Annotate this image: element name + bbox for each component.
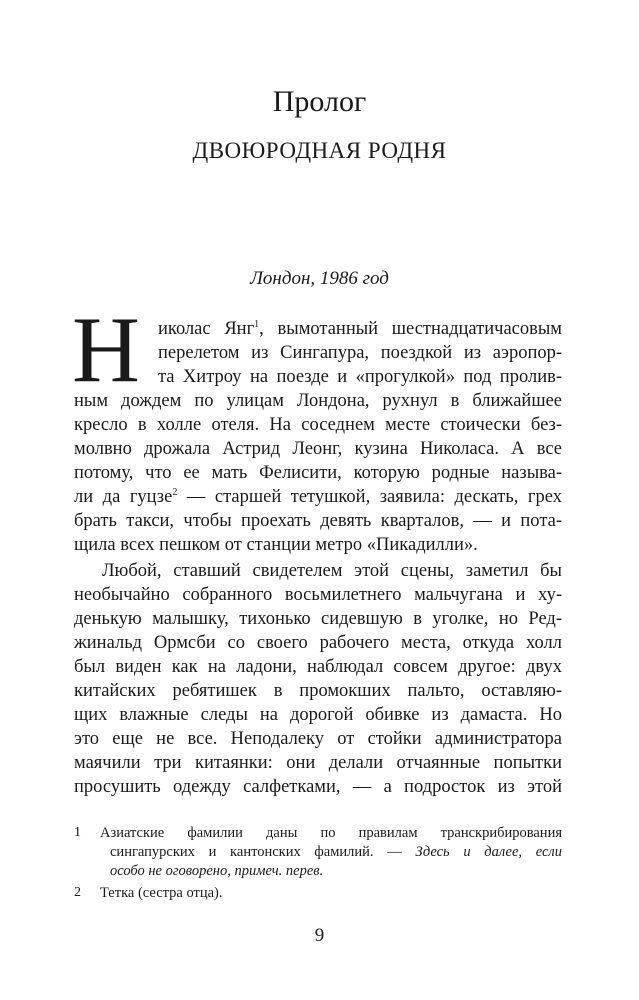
place-date-line: Лондон, 1986 год <box>250 268 389 289</box>
text-line: необычайно собранного восьмилетнего мальчугана и ху- <box>74 585 562 605</box>
text-line: перелетом из Сингапура, поездкой из аэропор- <box>158 343 562 363</box>
footnote-ref-2: 2 <box>172 487 178 498</box>
text-line: ли да гуцзе$^2$ — старшей тетушкой, заявила: дескать, грех <box>74 487 562 507</box>
footnote-line: сингапурских и кантонских фамилий. — Здесь и далее, если <box>110 844 562 860</box>
text-line: маячили три китаянки: они делали отчаянные попытки <box>74 753 562 773</box>
page-number: 9 <box>314 925 325 946</box>
text-line: та Хитроу на поезде и «прогулкой» под пролив- <box>158 367 562 387</box>
text-line: молвно дрожала Астрид Леонг, кузина Николаса. А все <box>74 439 562 459</box>
text-line: жинальд Ормсби со своего рабочего места, откуда холл <box>74 633 562 653</box>
text-line: денькую малышку, тихонько сидевшую в уголке, но Ред- <box>74 609 562 629</box>
text-line: потому, что ее мать Фелисити, которую родные называ- <box>74 463 562 483</box>
text-line: китайских ребятишек в промокших пальто, оставляю- <box>74 681 562 701</box>
text-line: щих влажные следы на дорогой обивке из дамаста. Но <box>74 705 562 725</box>
footnote-ref-1: 1 <box>254 319 260 330</box>
chapter-title: Пролог <box>272 85 367 118</box>
text-line: был виден как на ладони, наблюдал совсем другое: двух <box>74 657 562 677</box>
text-line: кресло в холле отеля. На соседнем месте стоически без- <box>74 415 562 435</box>
footnote-line: Тетка (сестра отца). <box>100 885 223 901</box>
text-line: это еще не все. Неподалеку от стойки администратора <box>74 729 562 749</box>
text-line: иколас Янг$^1$, вымотанный шестнадцатичасовым <box>158 319 562 339</box>
text-line: ным дождем по улицам Лондона, рухнул в ближайшее <box>74 391 562 411</box>
footnote-number: 2 <box>74 885 81 900</box>
drop-cap: Н <box>72 298 140 402</box>
footnote-number: 1 <box>74 825 81 840</box>
footnote-line: Азиатские фамилии даны по правилам транскрибирования <box>100 825 562 841</box>
text-line: просушить одежду салфетками, — а подросток из этой <box>74 777 562 797</box>
text-line: брать такси, чтобы проехать девять кварталов, — и пота- <box>74 511 562 531</box>
chapter-subtitle: ДВОЮРОДНАЯ РОДНЯ <box>192 138 447 163</box>
footnote-line: особо не оговорено, примеч. перев. <box>110 863 324 879</box>
text-line: щила всех пешком от станции метро «Пикадилли». <box>74 535 478 555</box>
text-line: Любой, ставший свидетелем этой сцены, заметил бы <box>102 561 562 581</box>
